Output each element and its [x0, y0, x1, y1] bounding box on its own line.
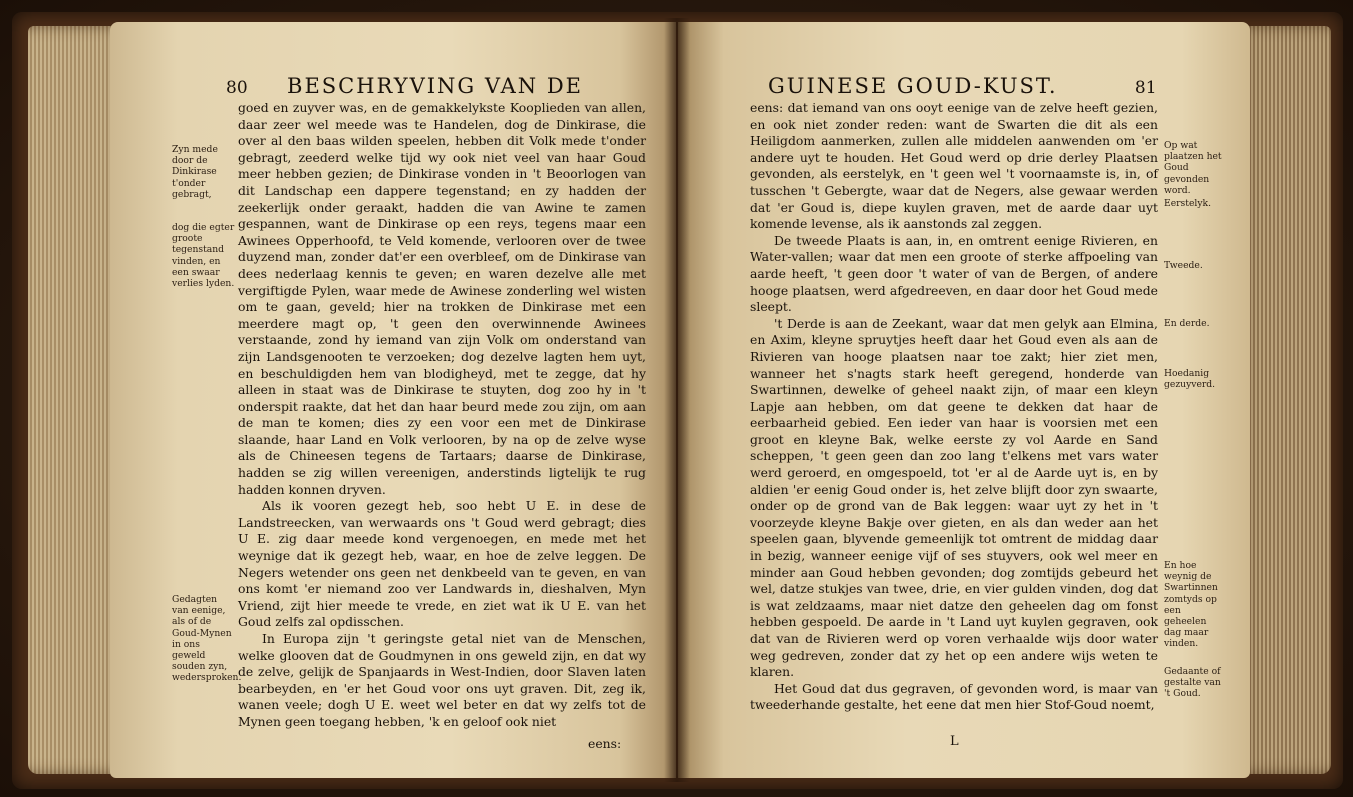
right-margin-note-3: Tweede.: [1164, 260, 1203, 271]
left-page: [110, 22, 676, 778]
book-gutter: [664, 18, 690, 782]
left-margin-note-1: Zyn mede door de Dinkirase t'onder gebragt,: [172, 144, 218, 200]
left-running-head: [226, 74, 583, 98]
right-margin-note-1: Op wat plaatzen het Goud gevonden word.: [1164, 140, 1222, 196]
left-margin-note-2: dog die egter groote tegenstand vinden, en een swaar verlies lyden.: [172, 222, 235, 290]
right-margin-note-6: En hoe weynig de Swartinnen zomtyds op een geheelen dag maar vinden.: [1164, 560, 1218, 650]
right-head-title: GUINESE GOUD-KUST.: [768, 74, 1058, 98]
right-margin-note-2: Eerstelyk.: [1164, 198, 1211, 209]
left-margin-note-3: Gedagten van eenige, als of de Goud-Mynen in ons geweld souden zyn, wedersproken.: [172, 594, 242, 684]
right-paragraph-3: 't Derde is aan de Zeekant, waar dat men gelyk aan Elmina, en Axim, kleyne spruytjes heeft daar het Goud even als aan de Rivieren van hooge plaatsen naar toe zakt; hier ziet men, wanneer het s'nagts stark heeft geregend, honderde van Swartinnen, dewelke of geheel naakt zijn, of maar een kleyn Lapje aan hebben, om dat geene te dekken dat haar de eerbaarheid gebied. Een ieder van haar is voorsien met een groot en kleyne Bak, welke eerste zy vol Aarde en Sand scheppen, 't geen geen dan zoo lang t'elkens met vars water werd geroerd, en omgespoeld, tot 'er al de Aarde uyt is, en by aldien 'er eenig Goud onder is, het zelve blijft door zyn swaarte, onder op de grond van de Bak leggen: waar uyt zy het in 't voorzeyde kleyne Bakje over gieten, en als dan weder aan het speelen gaan, blyvende gemeenlijk tot omtrent de middag daar in bezig, wanneer eenige vijf of ses stuyvers, ook wel meer en minder aan Goud hebben gevonden; dog zomtijds gebeurd het wel, datze stukjes van twee, drie, en vier gulden vinden, dog dat is wat zeldzaams, maar niet datze den geheelen dag om fonst hebben gespoeld. De aarde in 't Land uyt kuylen gegraven, ook dat van de Rivieren werd op voren verhaalde wijs door water weg gedreven, zonder dat zy het op een andere wijs weten te klaren.: [750, 315, 1158, 680]
signature-mark: L: [950, 734, 959, 749]
right-paragraph-2: De tweede Plaats is aan, in, en omtrent eenige Rivieren, en Water-vallen; waar dat men een groote of sterke affpoeling van aarde heeft, 't geen door 't water of van de Bergen, of andere hooge plaatsen, werd afgedreeven, en daar door het Goud mede sleept.: [750, 232, 1158, 315]
right-page-number: 81: [1134, 78, 1157, 98]
left-paragraph-3: In Europa zijn 't geringste getal niet van de Menschen, welke glooven dat de Goudmynen in ons geweld zijn, en dat wy de zelve, gelijk de Spanjaards in West-Indien, door Slaven laten bearbeyden, en 'er het Goud voor ons uyt graven. Dit, zeg ik, wanen veele; dogh U E. weet wel beter en dat wy zelfs tot de Mynen geen toegang hebben, 'k en geloof ook niet: [238, 631, 646, 729]
left-paragraph-1: goed en zuyver was, en de gemakkelykste Kooplieden van allen, daar zeer wel meede was te Handelen, dog de Dinkirase, die over al den baas wilden speelen, hebben dit Volk mede t'onder gebragt, zeederd welke tijd wy ook niet veel van haar Goud meer hebben gezien; de Dinkirase vonden in 't Beoorlogen van dit Landschap een dappere tegenstand; en zy hadden der zeekerlijk onder geraakt, hadden die van Awine te zamen gespannen, want de Dinkirase op een reys, tegens maar een Awinees Opperhoofd, te Veld komende, verlooren over de twee duyzend man, zonder dat'er een overbleef, om de Dinkirase van dees nederlaag kennis te geven; en waren dezelve alle met vergiftigde Pylen, waar mede de Awinese zonderling wel wisten om te gaan, geveld; hier na trokken de Dinkirase met een meerdere magt op, 't geen den overwinnende Awinees verstaande, zond hy iemand van zijn Volk om onderstand van zijn Landsgenooten te verzoeken; dog dezelve lagten hem uyt, en beschuldigden hem van blodigheyd, met te zegge, dat hy alleen in staat was de Dinkirase te stuyten, dog zoo hy in 't onderspit raakte, dat het dan haar beurd mede zou zijn, om aan de man te komen; dies zy een voor een met de Dinkirase slaande, haar Land en Volk verlooren, by na op de zelve wyse als de Chineesen tegens de Tartaars; daarse de Dinkirase, hadden se zig willen vereenigen, anderstinds ligtelijk te rug hadden konnen dryven.: [238, 100, 646, 497]
right-paragraph-1: eens: dat iemand van ons ooyt eenige van de zelve heeft gezien, en ook niet zonder reden: want de Swarten die dit als een Heiligdom aanmerken, zullen alle middelen aanwenden om 'er andere uyt te houden. Het Goud werd op drie derley Plaatsen gevonden, als eerstelyk, en 't geen wel 't voornaamste is, in, of tusschen 't Gebergte, waar dat de Negers, alse gewaar werden dat 'er Goud is, diepe kuylen graven, met de aarde daar uyt komende levense, als ik aanstonds zal zeggen.: [750, 100, 1158, 232]
left-body-text: [238, 100, 646, 731]
right-running-head: [768, 74, 1157, 98]
left-head-title: BESCHRYVING VAN DE: [287, 74, 583, 98]
left-page-number: 80: [226, 78, 248, 98]
right-margin-note-7: Gedaante of gestalte van 't Goud.: [1164, 666, 1221, 700]
right-margin-note-4: En derde.: [1164, 318, 1210, 329]
right-body-text: [750, 100, 1158, 714]
right-page: [678, 22, 1250, 778]
left-catchword: eens:: [588, 736, 622, 751]
left-paragraph-2: Als ik vooren gezegt heb, soo hebt U E. in dese de Landstreecken, van werwaards ons 't Goud werd gebragt; dies U E. zig daar meede kond vergenoegen, en mede met het weynige dat ik gezegt heb, waar, en hoe de zelve leggen. De Negers wetender ons geen net denkbeeld van te geven, en van ons komt 'er niemand zoo ver Landwards in, dieshalven, Myn Vriend, zijt hier meede te vrede, en ziet wat ik U E. van het Goud zelfs zal opdisschen.: [238, 498, 646, 630]
right-margin-note-5: Hoedanig gezuyverd.: [1164, 368, 1216, 391]
right-paragraph-4: Het Goud dat dus gegraven, of gevonden word, is maar van tweederhande gestalte, het eene dat men hier Stof-Goud noemt,: [750, 680, 1158, 713]
